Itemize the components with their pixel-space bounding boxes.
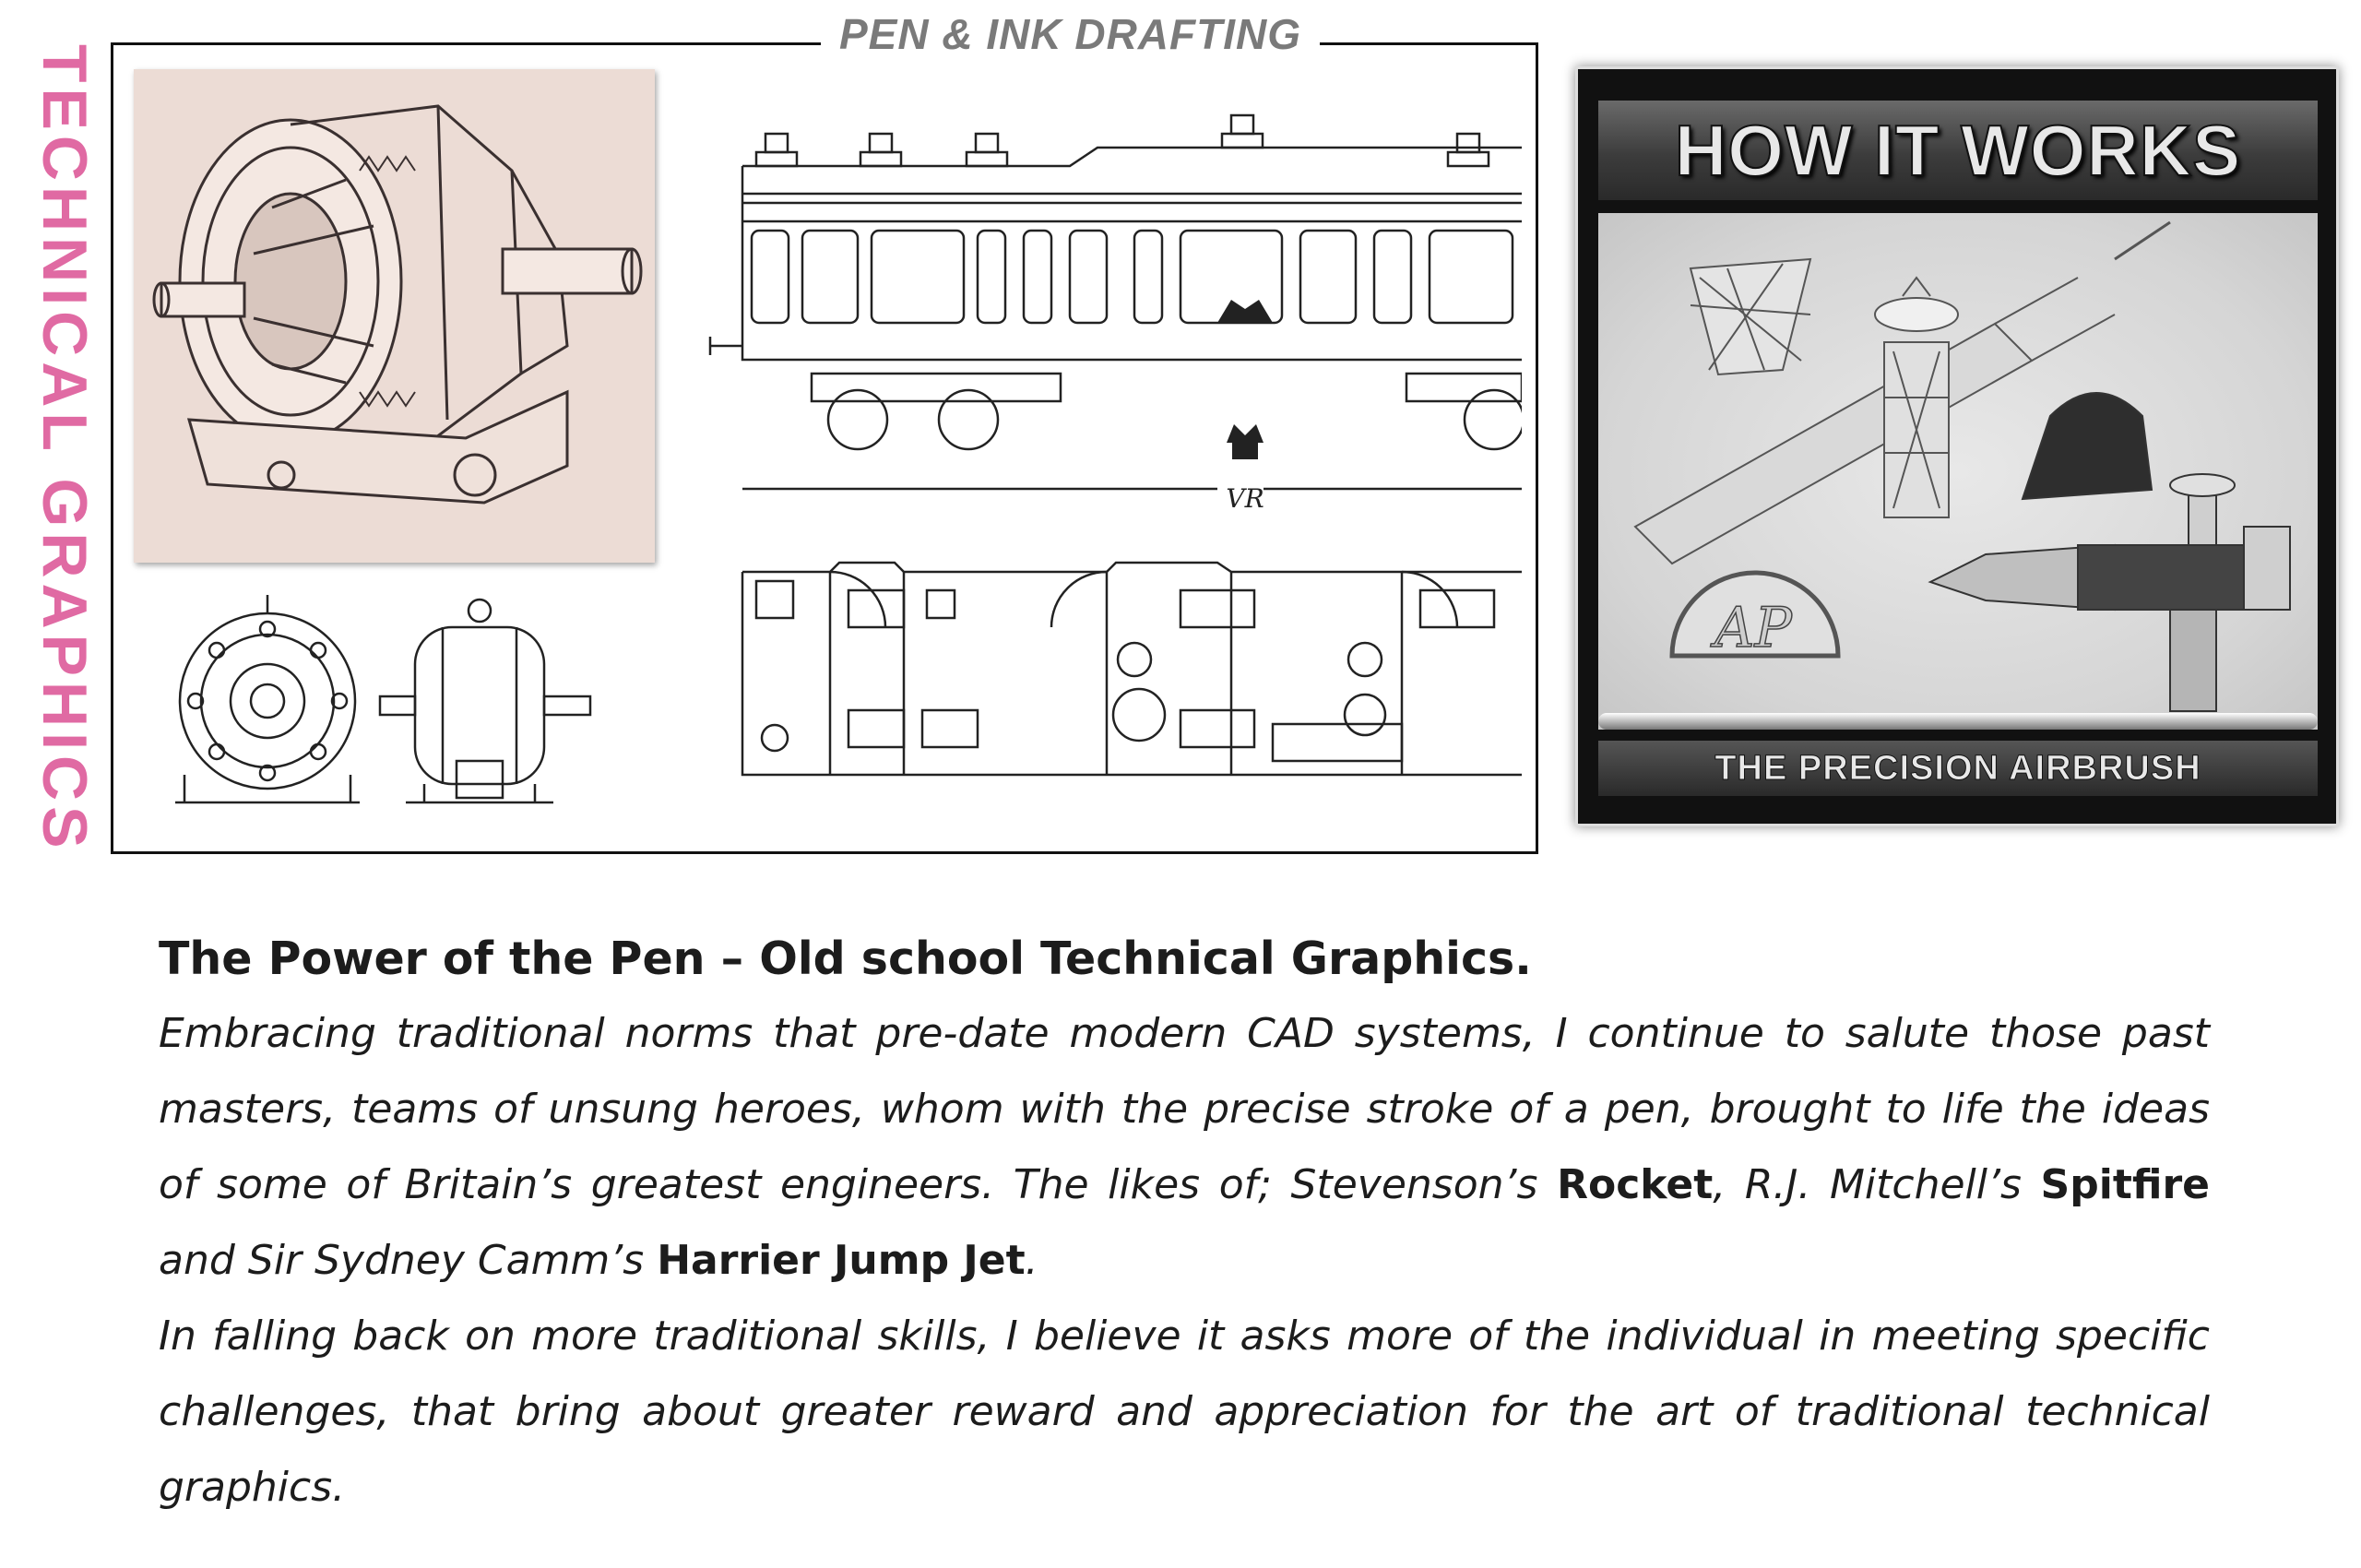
rocket-emphasis: Rocket [1557,1161,1714,1208]
how-it-works-title: HOW IT WORKS [1674,109,2242,191]
article-p1-text-b: , R.J. Mitchell’s [1713,1161,2041,1208]
airbrush-drawing [1598,213,2318,730]
article-heading: The Power of the Pen – Old school Technical Graphics. [159,932,1532,985]
article-paragraph-2: In falling back on more traditional skills, I believe it asks more of the individual in meeting specific challenges, that bring about greater reward and appreciation for the art of traditional technical graphics. [159,1313,2210,1511]
spitfire-emphasis: Spitfire [2040,1161,2211,1208]
article-paragraph-1 [159,996,2210,1299]
airbrush-illustration [1598,213,2318,730]
how-it-works-header [1598,101,2318,200]
article [159,922,2210,1526]
how-it-works-subtitle: THE PRECISION AIRBRUSH [1714,748,2201,788]
how-it-works-panel [1575,66,2339,826]
how-it-works-footer [1598,741,2318,796]
drafting-title: PEN & INK DRAFTING [821,9,1320,59]
side-title: TECHNICAL GRAPHICS [30,44,100,854]
article-p1-text-d: . [1025,1237,1038,1284]
article-p1-text-a: Embracing traditional norms that pre-date modern CAD systems, I continue to salute those past masters, teams of unsung heroes, whom with the precise stroke of a pen, brought to life the ideas of some of Britain’s greatest engineers. The likes of; Stevenson’s [159,1010,2210,1208]
ap-logo: AP [1714,596,1792,660]
railway-carriage-drawing [701,111,1522,812]
motor-cutaway-drawing [134,69,655,563]
article-p1-text-c: and Sir Sydney Camm’s [159,1237,658,1284]
how-it-works-divider [1598,713,2318,730]
vr-monogram: VR [1226,483,1264,514]
harrier-emphasis: Harrier Jump Jet [657,1237,1026,1284]
motor-orthographic-views [166,590,627,830]
motor-cutaway-illustration [134,69,655,563]
